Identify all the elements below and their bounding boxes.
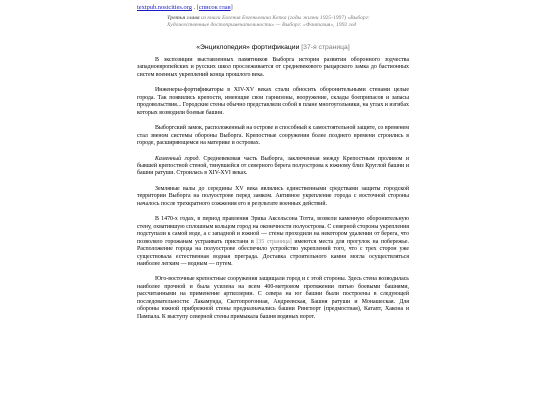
top-navigation (137, 4, 409, 12)
article-body (137, 57, 409, 329)
chapter-list-link[interactable]: список глав (198, 4, 231, 11)
nav-separator: . (193, 4, 196, 11)
paragraph-4-text: Средневековая часть Выборга, заключенная между Крепостным проливом и бывшей крепостной стеной, тянувшейся от северного берега полуострова к южному близ Круглой башни и башни ратуши. Строилась в XIV-XVI веках. (137, 155, 409, 177)
paragraph-4 (137, 156, 409, 178)
page-reference: [37-я страница] (301, 44, 350, 51)
caption-label: Третья глава (167, 15, 200, 21)
source-caption (167, 15, 407, 29)
city-label: Каменный город. (155, 155, 200, 162)
bracket-close: ] (230, 4, 233, 11)
paragraph-7: Юго-восточные крепостные сооружения защищали город и с этой стороны. Здесь стена возводилась наиболее прочной и была усилена на всем 400-метровом протяжении пятью боевыми башнями, рассчитанными на применение артиллерии. С севера на юг башни были построены в следующей последовательности: Лакамунда, Скотопрогонная, Андреевская, Башня ратуши и Монашеская. Для обороны южной прибрежной стены предназначались башни Рингпорт (предмостная), Катапт, Хакона и Пампала. К выступу северной стены примыкала башня водяных ворот. (137, 276, 409, 320)
chapter-title: «Энциклопедия» фортификации (196, 44, 300, 51)
page-35-link[interactable]: [35 страница] (256, 238, 292, 245)
chapter-heading (137, 44, 409, 52)
site-link[interactable]: textpub.nosicities.org (137, 4, 192, 11)
paragraph-5: Земляные валы до середины XV века являлись единственными средствами защиты городской территории Выборга на полуострове перед замком. Активное укрепление города с восточной стороны началось после трехкратного сожжения его в результате военных действий. (137, 185, 409, 207)
paragraph-3: Выборгский замок, расположенный на острове и способный к самостоятельной защите, со временем стал звеном системы обороны Выборга. Крепостные сооружения более позднего времени строились в городе, расширяющемся на материке и островах. (137, 125, 410, 147)
bracket-open: [ (196, 4, 199, 11)
paragraph-6-tail: имеются места для прогулок на побережье. Расположение города на полуострове обеспечило устройство укреплений того, что с трех сторон уже существовала естественная водная преграда. Доставка строительного камня могла осуществляться наиболее легким — водным — путем. (137, 238, 409, 267)
paragraph-6 (137, 216, 409, 268)
caption-text: из книги Евгения Евгеньевича Кепка (годы жизни 1925-1997) «Выборг: Художественные достопримечательности» — Выборг: «Фантазия», 1992 год (167, 15, 370, 29)
paragraph-2: Инженеры-фортификаторы в XIV-XV веках стали обносить оборонительными стенами целые города. Так появились крепости, имеющие свои гарнизоны, вооружение, склады боеприпасов и запасы продовольствия... Городские стены обычно представляли собой в плане многоугольники, на углах и изгибах которых возводили боевые башни. (137, 87, 409, 116)
paragraph-6-text: В 1470-х годах, в период правления Эрика Аксельсона Тотта, возвели каменную оборонительную стену, охватившую сплошным кольцом город на оконечности полуострова. С северной стороны укрепления подступали к самой воде, а с западной и южной — стены проходили на некотором удалении от берега, что позволяло горожанам устраивать пристани в (137, 216, 409, 245)
paragraph-1: В экспозиции выставленных памятников Выборга история развития оборонного зодчества западноевропейских и русских школ прослеживается от средневекового рыцарского замка до бастионных систем военных укреплений конца прошлого века. (137, 57, 409, 78)
